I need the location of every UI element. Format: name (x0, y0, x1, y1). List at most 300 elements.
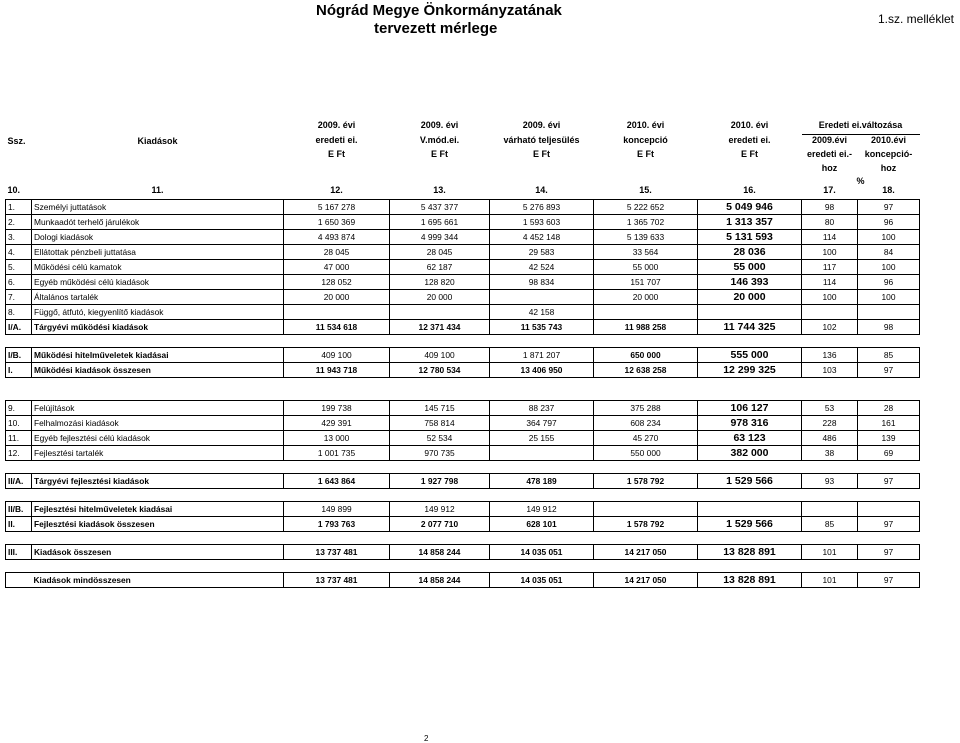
table-cell (858, 489, 920, 502)
amount-cell: 42 158 (490, 305, 594, 320)
table-cell (698, 489, 802, 502)
column-title: V.mód.ei. (419, 134, 460, 145)
amount-cell: 5 049 946 (698, 200, 802, 215)
row-label: Függő, átfutó, kiegyenlítő kiadások (32, 305, 284, 320)
amount-cell: 20 000 (594, 290, 698, 305)
percent-cell: 96 (858, 215, 920, 230)
amount-cell: 14 858 244 (390, 573, 490, 588)
amount-cell: 33 564 (594, 245, 698, 260)
row-label: Ellátottak pénzbeli juttatása (32, 245, 284, 260)
amount-cell: 628 101 (490, 517, 594, 532)
row-number: 11. (6, 431, 32, 446)
amount-cell: 20 000 (698, 290, 802, 305)
table-row (6, 200, 920, 215)
percent-cell: 53 (802, 401, 858, 416)
amount-cell: 1 001 735 (284, 446, 390, 461)
amount-cell: 1 650 369 (284, 215, 390, 230)
percent-cell: 114 (802, 230, 858, 245)
amount-cell: 5 222 652 (594, 200, 698, 215)
row-number: 1. (6, 200, 32, 215)
percent-cell: 100 (858, 260, 920, 275)
row-label: Kiadások mindösszesen (32, 573, 284, 588)
table-cell (390, 163, 490, 177)
row-number: 8. (6, 305, 32, 320)
header-row (6, 163, 920, 177)
amount-cell (490, 446, 594, 461)
column-number: 12. (284, 185, 390, 200)
column-title: 2009.évi (811, 135, 848, 145)
table-cell (32, 532, 284, 545)
amount-cell: 149 912 (490, 502, 594, 517)
amount-cell: 1 313 357 (698, 215, 802, 230)
table-cell (284, 378, 390, 401)
column-year: 2009. évi (317, 120, 356, 130)
percent-cell: 97 (858, 200, 920, 215)
amount-cell: 1 695 661 (390, 215, 490, 230)
table-cell (390, 177, 490, 185)
table-row (6, 245, 920, 260)
column-title: várható teljesülés (503, 134, 580, 145)
table-cell (594, 163, 698, 177)
header-row (6, 177, 920, 185)
table-cell (858, 560, 920, 573)
amount-cell: 151 707 (594, 275, 698, 290)
table-cell (6, 163, 32, 177)
row-number: I/A. (6, 320, 32, 335)
amount-cell: 128 820 (390, 275, 490, 290)
amount-cell: 11 535 743 (490, 320, 594, 335)
column-number: 17. (802, 185, 858, 200)
table-row (6, 474, 920, 489)
column-number: 15. (594, 185, 698, 200)
table-row (6, 320, 920, 335)
table-cell (6, 335, 32, 348)
percent-cell (858, 502, 920, 517)
column-unit: E Ft (431, 149, 448, 159)
row-number: 5. (6, 260, 32, 275)
table-cell (32, 177, 284, 185)
percent-cell: 102 (802, 320, 858, 335)
table-cell (594, 560, 698, 573)
title-line-1: Nógrád Megye Önkormányzatának (316, 2, 562, 19)
table-cell (858, 461, 920, 474)
amount-cell: 29 583 (490, 245, 594, 260)
table-row (6, 363, 920, 378)
table-cell (390, 335, 490, 348)
spacer-row (6, 461, 920, 474)
amount-cell: 146 393 (698, 275, 802, 290)
percent-cell: 97 (858, 474, 920, 489)
row-label: Fejlesztési kiadások összesen (32, 517, 284, 532)
annex-label: 1.sz. melléklet (877, 12, 954, 26)
column-year: 2009. évi (522, 120, 561, 130)
amount-cell: 20 000 (284, 290, 390, 305)
spacer-row (6, 335, 920, 348)
table-cell (698, 378, 802, 401)
amount-cell: 47 000 (284, 260, 390, 275)
percent-cell: 97 (858, 573, 920, 588)
percent-cell: 80 (802, 215, 858, 230)
amount-cell: 5 437 377 (390, 200, 490, 215)
column-year: 2009. évi (420, 120, 459, 130)
table-cell (284, 461, 390, 474)
amount-cell: 14 858 244 (390, 545, 490, 560)
row-label: Felhalmozási kiadások (32, 416, 284, 431)
table-cell (32, 560, 284, 573)
amount-cell: 1 529 566 (698, 517, 802, 532)
amount-cell: 199 738 (284, 401, 390, 416)
percent-cell: 84 (858, 245, 920, 260)
table-cell (802, 378, 858, 401)
amount-cell: 55 000 (698, 260, 802, 275)
table-cell (284, 163, 390, 177)
row-label: Működési kiadások összesen (32, 363, 284, 378)
percent-cell: 117 (802, 260, 858, 275)
amount-cell: 13 828 891 (698, 545, 802, 560)
amount-cell: 14 217 050 (594, 573, 698, 588)
amount-cell: 409 100 (284, 348, 390, 363)
amount-cell: 98 834 (490, 275, 594, 290)
amount-cell: 4 452 148 (490, 230, 594, 245)
amount-cell: 55 000 (594, 260, 698, 275)
row-label: Egyéb fejlesztési célú kiadások (32, 431, 284, 446)
percent-cell: 98 (802, 200, 858, 215)
amount-cell: 42 524 (490, 260, 594, 275)
amount-cell: 1 593 603 (490, 215, 594, 230)
amount-cell: 20 000 (390, 290, 490, 305)
amount-cell (284, 305, 390, 320)
percent-cell: 103 (802, 363, 858, 378)
amount-cell: 478 189 (490, 474, 594, 489)
amount-cell: 978 316 (698, 416, 802, 431)
amount-cell: 550 000 (594, 446, 698, 461)
percent-cell: 114 (802, 275, 858, 290)
table-row (6, 260, 920, 275)
amount-cell: 555 000 (698, 348, 802, 363)
row-number: 10. (6, 416, 32, 431)
amount-cell: 758 814 (390, 416, 490, 431)
table-cell (32, 120, 284, 135)
column-unit: E Ft (533, 149, 550, 159)
amount-cell (698, 305, 802, 320)
column-number-row (6, 185, 920, 200)
amount-cell: 28 036 (698, 245, 802, 260)
amount-cell: 5 139 633 (594, 230, 698, 245)
percent-cell: 96 (858, 275, 920, 290)
table-cell (32, 149, 284, 163)
row-label: Felújítások (32, 401, 284, 416)
column-unit: E Ft (637, 149, 654, 159)
row-number (6, 573, 32, 588)
amount-cell: 364 797 (490, 416, 594, 431)
table-cell (490, 335, 594, 348)
table-cell (698, 177, 802, 185)
amount-cell: 608 234 (594, 416, 698, 431)
percent-cell: 85 (858, 348, 920, 363)
amount-cell: 45 270 (594, 431, 698, 446)
percent-label: % (856, 177, 865, 185)
percent-cell: 139 (858, 431, 920, 446)
amount-cell: 1 871 207 (490, 348, 594, 363)
amount-cell: 63 123 (698, 431, 802, 446)
percent-cell: 100 (802, 245, 858, 260)
column-title: hoz (880, 163, 897, 173)
column-number: 13. (390, 185, 490, 200)
table-cell (698, 560, 802, 573)
table-row (6, 215, 920, 230)
row-label: Fejlesztési tartalék (32, 446, 284, 461)
table-cell (390, 378, 490, 401)
amount-cell: 970 735 (390, 446, 490, 461)
amount-cell: 11 943 718 (284, 363, 390, 378)
percent-cell: 100 (858, 230, 920, 245)
amount-cell: 1 578 792 (594, 474, 698, 489)
table-cell (284, 560, 390, 573)
percent-cell (858, 305, 920, 320)
amount-cell: 5 131 593 (698, 230, 802, 245)
percent-cell: 98 (858, 320, 920, 335)
row-number: II/A. (6, 474, 32, 489)
column-title: eredeti ei. (728, 134, 771, 145)
amount-cell: 28 045 (390, 245, 490, 260)
change-header: Eredeti ei.változása (802, 120, 920, 135)
table-row (6, 502, 920, 517)
column-number: 16. (698, 185, 802, 200)
table-cell (594, 177, 698, 185)
table-row (6, 401, 920, 416)
table-cell (32, 163, 284, 177)
document-title (316, 2, 566, 38)
amount-cell: 429 391 (284, 416, 390, 431)
row-label: Általános tartalék (32, 290, 284, 305)
expenditure-table (5, 120, 920, 588)
row-number: 2. (6, 215, 32, 230)
header-row (6, 135, 920, 150)
amount-cell: 11 534 618 (284, 320, 390, 335)
amount-cell: 4 493 874 (284, 230, 390, 245)
row-label: Személyi juttatások (32, 200, 284, 215)
amount-cell: 13 828 891 (698, 573, 802, 588)
amount-cell: 106 127 (698, 401, 802, 416)
table-cell (6, 149, 32, 163)
amount-cell: 28 045 (284, 245, 390, 260)
amount-cell: 13 737 481 (284, 573, 390, 588)
table-row (6, 416, 920, 431)
table-cell (594, 378, 698, 401)
title-line-2: tervezett mérlege (374, 20, 498, 37)
percent-cell: 85 (802, 517, 858, 532)
table-cell (490, 461, 594, 474)
amount-cell: 62 187 (390, 260, 490, 275)
amount-cell: 12 371 434 (390, 320, 490, 335)
table-cell (594, 489, 698, 502)
column-title: hoz (821, 163, 838, 173)
row-number: 12. (6, 446, 32, 461)
amount-cell: 375 288 (594, 401, 698, 416)
table-cell (284, 335, 390, 348)
table-cell (490, 560, 594, 573)
amount-cell: 1 643 864 (284, 474, 390, 489)
percent-cell: 93 (802, 474, 858, 489)
percent-cell: 38 (802, 446, 858, 461)
amount-cell: 88 237 (490, 401, 594, 416)
column-number: 10. (6, 185, 32, 200)
table-cell (858, 532, 920, 545)
amount-cell: 12 299 325 (698, 363, 802, 378)
table-row (6, 290, 920, 305)
table-cell (390, 532, 490, 545)
amount-cell: 149 912 (390, 502, 490, 517)
table-cell (6, 489, 32, 502)
table-cell (698, 461, 802, 474)
row-label: Tárgyévi működési kiadások (32, 320, 284, 335)
column-unit: E Ft (328, 149, 345, 159)
table-cell (6, 532, 32, 545)
table-cell (858, 335, 920, 348)
row-number: I/B. (6, 348, 32, 363)
amount-cell: 4 999 344 (390, 230, 490, 245)
table-cell (698, 163, 802, 177)
table-cell (802, 489, 858, 502)
amount-cell: 128 052 (284, 275, 390, 290)
amount-cell: 409 100 (390, 348, 490, 363)
table-cell (6, 461, 32, 474)
percent-cell: 486 (802, 431, 858, 446)
amount-cell: 12 638 258 (594, 363, 698, 378)
amount-cell: 12 780 534 (390, 363, 490, 378)
amount-cell: 52 534 (390, 431, 490, 446)
spacer-row (6, 489, 920, 502)
amount-cell: 1 793 763 (284, 517, 390, 532)
column-title: koncepció- (864, 149, 913, 159)
row-number: III. (6, 545, 32, 560)
table-cell (32, 489, 284, 502)
table-cell (6, 120, 32, 135)
amount-cell: 1 578 792 (594, 517, 698, 532)
amount-cell: 650 000 (594, 348, 698, 363)
table-row (6, 446, 920, 461)
percent-cell: 228 (802, 416, 858, 431)
amount-cell: 14 035 051 (490, 545, 594, 560)
row-label: Működési célú kamatok (32, 260, 284, 275)
row-label: Egyéb működési célú kiadások (32, 275, 284, 290)
table-cell (490, 177, 594, 185)
column-title: 2010.évi (870, 135, 907, 145)
table-cell (390, 489, 490, 502)
percent-cell: 28 (858, 401, 920, 416)
table-cell (390, 560, 490, 573)
amount-cell: 1 927 798 (390, 474, 490, 489)
percent-cell: 97 (858, 545, 920, 560)
table-cell (32, 335, 284, 348)
row-label: Tárgyévi fejlesztési kiadások (32, 474, 284, 489)
table-row (6, 545, 920, 560)
table-cell (802, 532, 858, 545)
table-row (6, 305, 920, 320)
table-cell (594, 532, 698, 545)
table-row (6, 517, 920, 532)
spacer-row (6, 532, 920, 545)
column-number: 11. (32, 185, 284, 200)
table-row (6, 431, 920, 446)
table-cell (32, 461, 284, 474)
percent-cell: 161 (858, 416, 920, 431)
table-row (6, 348, 920, 363)
column-year: 2010. évi (626, 120, 665, 130)
column-year: 2010. évi (730, 120, 769, 130)
column-title: eredeti ei.- (806, 149, 853, 159)
table-cell (490, 489, 594, 502)
table-cell (594, 335, 698, 348)
amount-cell: 5 167 278 (284, 200, 390, 215)
row-number: 9. (6, 401, 32, 416)
percent-cell: 101 (802, 573, 858, 588)
table-cell (490, 532, 594, 545)
table-cell (284, 177, 390, 185)
amount-cell: 14 217 050 (594, 545, 698, 560)
table-cell (390, 461, 490, 474)
percent-cell: 101 (802, 545, 858, 560)
amount-cell: 11 744 325 (698, 320, 802, 335)
column-number: 14. (490, 185, 594, 200)
amount-cell (594, 305, 698, 320)
table-row (6, 230, 920, 245)
row-label: Dologi kiadások (32, 230, 284, 245)
row-label: Működési hitelműveletek kiadásai (32, 348, 284, 363)
amount-cell (594, 502, 698, 517)
header-row (6, 149, 920, 163)
spacer-row (6, 560, 920, 573)
amount-cell: 5 276 893 (490, 200, 594, 215)
percent-cell (802, 305, 858, 320)
table-cell (802, 335, 858, 348)
row-label: Fejlesztési hitelműveletek kiadásai (32, 502, 284, 517)
table-cell (858, 378, 920, 401)
percent-cell: 136 (802, 348, 858, 363)
table-cell (6, 560, 32, 573)
amount-cell: 149 899 (284, 502, 390, 517)
table-cell (490, 378, 594, 401)
header-row (6, 120, 920, 135)
kiadasok-header: Kiadások (137, 136, 178, 147)
column-unit: E Ft (741, 149, 758, 159)
amount-cell (698, 502, 802, 517)
amount-cell: 1 365 702 (594, 215, 698, 230)
amount-cell (390, 305, 490, 320)
row-number: 4. (6, 245, 32, 260)
amount-cell: 1 529 566 (698, 474, 802, 489)
table-cell (6, 177, 32, 185)
ssz-header: Ssz. (7, 136, 26, 147)
row-number: II/B. (6, 502, 32, 517)
amount-cell: 13 000 (284, 431, 390, 446)
row-number: I. (6, 363, 32, 378)
column-number: 18. (858, 185, 920, 200)
row-label: Kiadások összesen (32, 545, 284, 560)
amount-cell: 382 000 (698, 446, 802, 461)
amount-cell: 13 406 950 (490, 363, 594, 378)
table-cell (802, 560, 858, 573)
table-cell (594, 461, 698, 474)
column-title: koncepció (623, 134, 668, 145)
percent-cell: 100 (858, 290, 920, 305)
row-number: II. (6, 517, 32, 532)
table-cell (698, 335, 802, 348)
table-cell (802, 461, 858, 474)
amount-cell: 11 988 258 (594, 320, 698, 335)
amount-cell: 25 155 (490, 431, 594, 446)
amount-cell: 2 077 710 (390, 517, 490, 532)
